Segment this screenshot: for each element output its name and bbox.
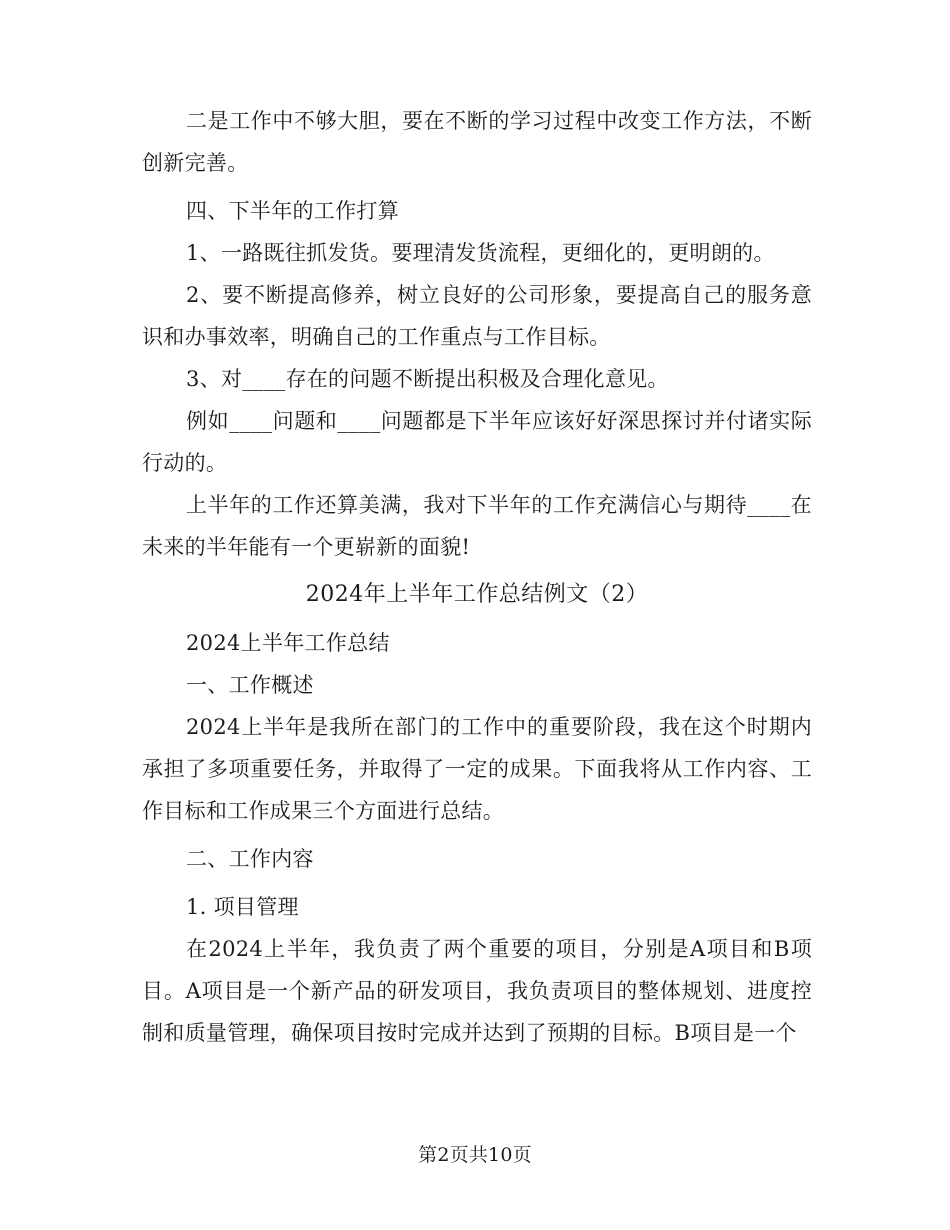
subtitle: 2024上半年工作总结: [186, 631, 390, 655]
paragraph-example: 例如____问题和____问题都是下半年应该好好深思探讨并付诸实际行动的。: [142, 409, 812, 475]
document-body: [142, 100, 812, 1054]
paragraph-1: 二是工作中不够大胆，要在不断的学习过程中改变工作方法，不断创新完善。: [142, 109, 812, 175]
heading-overview: 一、工作概述: [186, 673, 314, 697]
heading-project-management: 1. 项目管理: [186, 895, 299, 919]
section-title: 2024年上半年工作总结例文（2）: [305, 582, 649, 607]
list-item-3: 3、对____存在的问题不断提出积极及合理化意见。: [186, 367, 669, 391]
heading-work-content: 二、工作内容: [186, 847, 314, 871]
paragraph-conclusion: 上半年的工作还算美满，我对下半年的工作充满信心与期待____在未来的半年能有一个更崭新的面貌!: [142, 493, 812, 559]
paragraph-projects: 在2024上半年，我负责了两个重要的项目，分别是A项目和B项目。A项目是一个新产品的研发项目，我负责项目的整体规划、进度控制和质量管理，确保项目按时完成并达到了预期的目标。B项目是一个: [142, 937, 812, 1045]
heading-plan-second-half: 四、下半年的工作打算: [186, 199, 399, 223]
page-number: 第2页共10页: [418, 1144, 532, 1166]
paragraph-overview: 2024上半年是我所在部门的工作中的重要阶段，我在这个时期内承担了多项重要任务，并取得了一定的成果。下面我将从工作内容、工作目标和工作成果三个方面进行总结。: [142, 715, 812, 823]
list-item-1: 1、一路既往抓发货。要理清发货流程，更细化的，更明朗的。: [186, 241, 775, 265]
list-item-2: 2、要不断提高修养，树立良好的公司形象，要提高自己的服务意识和办事效率，明确自己的工作重点与工作目标。: [142, 283, 812, 349]
